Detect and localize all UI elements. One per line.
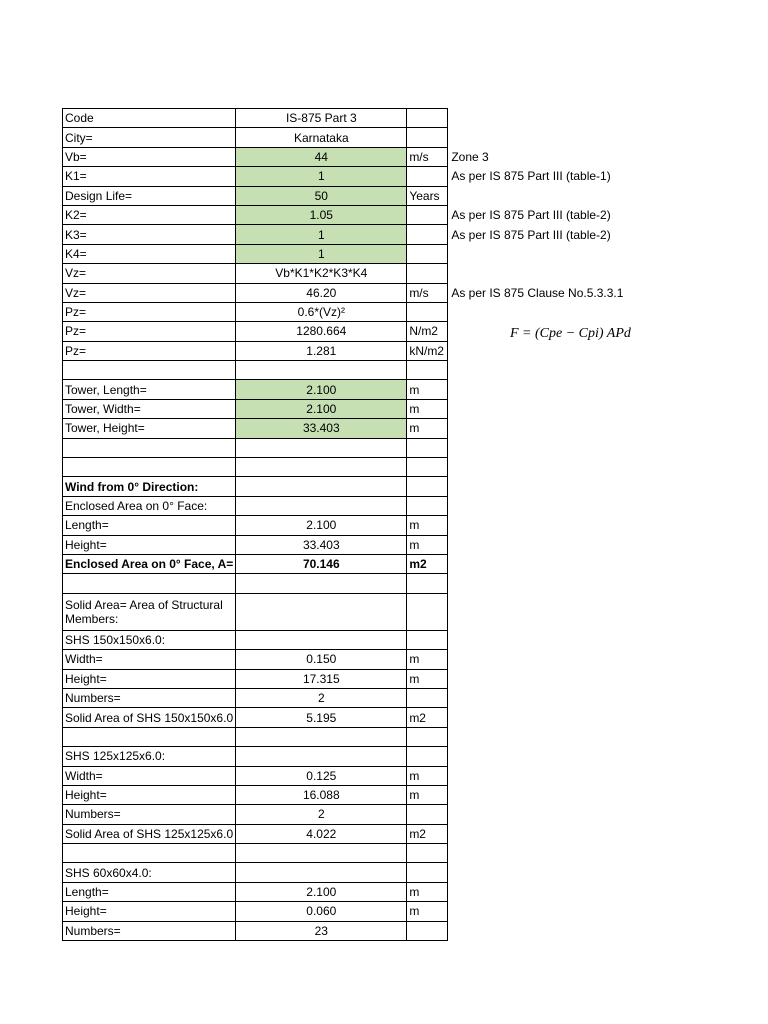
sheet-row — [63, 283, 694, 302]
row-label-cell[interactable] — [63, 438, 236, 457]
row-unit-cell[interactable]: m — [407, 399, 448, 418]
row-value-cell[interactable]: 0.125 — [236, 766, 407, 785]
sheet-row — [63, 902, 694, 921]
row-label-cell[interactable]: SHS 150x150x6.0: — [63, 630, 236, 649]
row-label-cell[interactable]: SHS 60x60x4.0: — [63, 863, 236, 882]
row-note-cell[interactable] — [448, 264, 694, 283]
row-value-cell[interactable]: 1280.664 — [236, 322, 407, 341]
row-label-cell[interactable] — [63, 844, 236, 863]
row-label-cell[interactable]: Tower, Width= — [63, 399, 236, 418]
row-note-cell[interactable] — [448, 882, 694, 901]
sheet-row — [63, 535, 694, 554]
row-unit-cell[interactable] — [407, 167, 448, 186]
sheet-row — [63, 574, 694, 593]
sheet-row — [63, 438, 694, 457]
row-unit-cell[interactable]: m2 — [407, 708, 448, 727]
row-note-cell[interactable] — [448, 380, 694, 399]
row-value-cell[interactable]: 33.403 — [236, 535, 407, 554]
sheet-row — [63, 477, 694, 496]
row-label-cell[interactable]: Pz= — [63, 322, 236, 341]
row-value-cell[interactable]: 5.195 — [236, 708, 407, 727]
row-note-cell[interactable] — [448, 399, 694, 418]
row-note-cell[interactable] — [448, 109, 694, 128]
row-note-cell[interactable] — [448, 708, 694, 727]
row-unit-cell[interactable] — [407, 264, 448, 283]
sheet-row — [63, 650, 694, 669]
row-label-cell[interactable]: Enclosed Area on 0° Face: — [63, 496, 236, 515]
row-unit-cell[interactable]: m — [407, 669, 448, 688]
row-value-cell[interactable]: 4.022 — [236, 824, 407, 843]
row-value-cell[interactable] — [236, 477, 407, 496]
row-label-cell[interactable]: Vz= — [63, 264, 236, 283]
row-value-cell[interactable] — [236, 747, 407, 766]
row-value-cell[interactable] — [236, 844, 407, 863]
row-unit-cell[interactable]: m — [407, 785, 448, 804]
row-unit-cell[interactable]: m — [407, 419, 448, 438]
row-value-cell[interactable] — [236, 593, 407, 630]
sheet-row — [63, 264, 694, 283]
row-label-cell[interactable]: Solid Area of SHS 150x150x6.0 — [63, 708, 236, 727]
row-unit-cell[interactable]: m — [407, 650, 448, 669]
row-value-cell[interactable] — [236, 496, 407, 515]
row-note-cell[interactable] — [448, 477, 694, 496]
row-label-cell[interactable]: K4= — [63, 244, 236, 263]
row-label-cell[interactable] — [63, 458, 236, 477]
row-unit-cell[interactable]: N/m2 — [407, 322, 448, 341]
row-label-cell[interactable]: Enclosed Area on 0° Face, A= — [63, 554, 236, 573]
row-note-cell[interactable] — [448, 863, 694, 882]
row-note-cell[interactable] — [448, 669, 694, 688]
row-value-cell[interactable] — [236, 574, 407, 593]
row-value-cell[interactable]: 1 — [236, 244, 407, 263]
row-note-cell[interactable] — [448, 824, 694, 843]
row-label-cell[interactable]: Length= — [63, 882, 236, 901]
row-value-cell[interactable]: 2.100 — [236, 516, 407, 535]
sheet-row — [63, 109, 694, 128]
row-value-cell[interactable]: IS-875 Part 3 — [236, 109, 407, 128]
row-note-cell[interactable] — [448, 747, 694, 766]
row-unit-cell[interactable] — [407, 361, 448, 380]
sheet-row — [63, 244, 694, 263]
row-value-cell[interactable]: 2 — [236, 805, 407, 824]
sheet-row — [63, 688, 694, 707]
row-note-cell[interactable] — [448, 630, 694, 649]
row-value-cell[interactable]: 46.20 — [236, 283, 407, 302]
row-label-cell[interactable]: Numbers= — [63, 688, 236, 707]
row-unit-cell[interactable]: Years — [407, 186, 448, 205]
row-label-cell[interactable]: Solid Area= Area of Structural Members: — [63, 593, 236, 630]
row-label-cell[interactable]: Vz= — [63, 283, 236, 302]
row-label-cell[interactable]: Pz= — [63, 302, 236, 321]
row-value-cell[interactable]: Karnataka — [236, 128, 407, 147]
row-note-cell[interactable] — [448, 727, 694, 746]
row-value-cell[interactable]: 1 — [236, 167, 407, 186]
row-note-cell[interactable] — [448, 341, 694, 360]
sheet-row — [63, 302, 694, 321]
sheet-body — [63, 109, 694, 941]
row-label-cell[interactable]: Height= — [63, 669, 236, 688]
row-unit-cell[interactable]: m/s — [407, 283, 448, 302]
row-unit-cell[interactable]: m — [407, 882, 448, 901]
sheet-row — [63, 205, 694, 224]
row-value-cell[interactable] — [236, 361, 407, 380]
row-unit-cell[interactable] — [407, 805, 448, 824]
row-value-cell[interactable]: Vb*K1*K2*K3*K4 — [236, 264, 407, 283]
row-unit-cell[interactable] — [407, 863, 448, 882]
row-label-cell[interactable] — [63, 361, 236, 380]
row-value-cell[interactable]: 70.146 — [236, 554, 407, 573]
sheet-row — [63, 921, 694, 940]
row-value-cell[interactable]: 17.315 — [236, 669, 407, 688]
sheet-row — [63, 399, 694, 418]
row-value-cell[interactable]: 16.088 — [236, 785, 407, 804]
row-unit-cell[interactable]: kN/m2 — [407, 341, 448, 360]
sheet-row — [63, 128, 694, 147]
row-note-cell[interactable] — [448, 574, 694, 593]
row-note-cell[interactable] — [448, 516, 694, 535]
row-note-cell[interactable]: As per IS 875 Clause No.5.3.3.1 — [451, 285, 624, 300]
row-value-cell[interactable]: 23 — [236, 921, 407, 940]
row-value-cell[interactable]: 50 — [236, 186, 407, 205]
row-value-cell[interactable] — [236, 863, 407, 882]
row-unit-cell[interactable]: m2 — [407, 824, 448, 843]
row-unit-cell[interactable] — [407, 225, 448, 244]
row-note-cell[interactable] — [448, 554, 694, 573]
row-value-cell[interactable]: 1.05 — [236, 205, 407, 224]
row-label-cell[interactable]: Length= — [63, 516, 236, 535]
row-label-cell[interactable]: K3= — [63, 225, 236, 244]
row-label-cell[interactable]: Wind from 0° Direction: — [63, 477, 236, 496]
sheet-row — [63, 593, 694, 630]
row-label-cell[interactable]: K2= — [63, 205, 236, 224]
row-note-cell[interactable]: As per IS 875 Part III (table-1) — [451, 169, 611, 184]
row-unit-cell[interactable] — [407, 630, 448, 649]
row-label-cell[interactable] — [63, 727, 236, 746]
row-unit-cell[interactable] — [407, 496, 448, 515]
row-note-cell[interactable] — [448, 921, 694, 940]
row-note-cell[interactable] — [448, 805, 694, 824]
row-unit-cell[interactable]: m — [407, 380, 448, 399]
sheet-row — [63, 863, 694, 882]
row-note-cell[interactable]: As per IS 875 Part III (table-2) — [451, 227, 611, 242]
row-note-cell[interactable]: Zone 3 — [451, 149, 489, 164]
row-label-cell[interactable]: Numbers= — [63, 921, 236, 940]
row-unit-cell[interactable]: m — [407, 766, 448, 785]
sheet-row — [63, 766, 694, 785]
sheet-row — [63, 516, 694, 535]
row-note-cell[interactable] — [448, 438, 694, 457]
row-label-cell[interactable]: Vb= — [63, 147, 236, 166]
row-value-cell[interactable]: 0.150 — [236, 650, 407, 669]
sheet-row — [63, 727, 694, 746]
row-value-cell[interactable]: 2.100 — [236, 882, 407, 901]
row-label-cell[interactable]: Height= — [63, 535, 236, 554]
calculation-sheet — [62, 108, 694, 941]
row-value-cell[interactable]: 2.100 — [236, 399, 407, 418]
row-unit-cell[interactable] — [407, 593, 448, 630]
row-value-cell[interactable] — [236, 727, 407, 746]
row-unit-cell[interactable] — [407, 574, 448, 593]
row-unit-cell[interactable] — [407, 205, 448, 224]
sheet-row — [63, 186, 694, 205]
row-unit-cell[interactable]: m — [407, 902, 448, 921]
row-unit-cell[interactable] — [407, 128, 448, 147]
row-note-cell[interactable] — [448, 650, 694, 669]
row-unit-cell[interactable] — [407, 302, 448, 321]
row-unit-cell[interactable] — [407, 438, 448, 457]
row-value-cell[interactable] — [236, 438, 407, 457]
sheet-row — [63, 669, 694, 688]
row-note-cell[interactable] — [448, 785, 694, 804]
row-label-cell[interactable]: Tower, Length= — [63, 380, 236, 399]
row-unit-cell[interactable] — [407, 844, 448, 863]
row-value-cell[interactable]: 1.281 — [236, 341, 407, 360]
sheet-row — [63, 225, 694, 244]
row-note-cell[interactable] — [448, 302, 694, 321]
row-label-cell[interactable]: Height= — [63, 785, 236, 804]
row-note-cell[interactable] — [448, 593, 694, 630]
row-unit-cell[interactable] — [407, 477, 448, 496]
row-note-cell[interactable] — [448, 844, 694, 863]
sheet-row — [63, 630, 694, 649]
row-label-cell[interactable]: Numbers= — [63, 805, 236, 824]
row-label-cell[interactable]: Pz= — [63, 341, 236, 360]
row-unit-cell[interactable] — [407, 244, 448, 263]
row-unit-cell[interactable]: m — [407, 516, 448, 535]
row-unit-cell[interactable] — [407, 688, 448, 707]
sheet-row — [63, 747, 694, 766]
row-label-cell[interactable]: K1= — [63, 167, 236, 186]
row-value-cell[interactable] — [236, 458, 407, 477]
sheet-row — [63, 496, 694, 515]
row-note-cell[interactable] — [448, 361, 694, 380]
row-value-cell[interactable]: 2 — [236, 688, 407, 707]
row-note-cell[interactable] — [448, 244, 694, 263]
row-unit-cell[interactable] — [407, 747, 448, 766]
row-unit-cell[interactable] — [407, 109, 448, 128]
row-unit-cell[interactable]: m — [407, 535, 448, 554]
row-note-cell[interactable] — [448, 766, 694, 785]
sheet-row — [63, 419, 694, 438]
sheet-row — [63, 147, 694, 166]
row-value-cell[interactable]: 2.100 — [236, 380, 407, 399]
row-label-cell[interactable]: Width= — [63, 650, 236, 669]
sheet-row — [63, 554, 694, 573]
sheet-row — [63, 882, 694, 901]
row-label-cell[interactable]: Height= — [63, 902, 236, 921]
row-value-cell[interactable]: 0.060 — [236, 902, 407, 921]
row-label-cell[interactable]: SHS 125x125x6.0: — [63, 747, 236, 766]
sheet-row — [63, 844, 694, 863]
row-note-cell[interactable] — [448, 458, 694, 477]
row-value-cell[interactable]: 33.403 — [236, 419, 407, 438]
row-label-cell[interactable]: City= — [63, 128, 236, 147]
row-unit-cell[interactable]: m/s — [407, 147, 448, 166]
row-value-cell[interactable]: 1 — [236, 225, 407, 244]
row-label-cell[interactable]: Code — [63, 109, 236, 128]
sheet-row — [63, 380, 694, 399]
sheet-row — [63, 785, 694, 804]
row-unit-cell[interactable] — [407, 921, 448, 940]
row-note-cell[interactable] — [448, 688, 694, 707]
sheet-row — [63, 805, 694, 824]
sheet-row — [63, 458, 694, 477]
row-note-cell[interactable] — [448, 128, 694, 147]
row-label-cell[interactable] — [63, 574, 236, 593]
sheet-row — [63, 361, 694, 380]
row-value-cell[interactable]: 44 — [236, 147, 407, 166]
sheet-row — [63, 824, 694, 843]
row-unit-cell[interactable] — [407, 727, 448, 746]
row-label-cell[interactable]: Tower, Height= — [63, 419, 236, 438]
row-label-cell[interactable]: Width= — [63, 766, 236, 785]
row-note-cell[interactable]: As per IS 875 Part III (table-2) — [451, 208, 611, 223]
wind-force-formula: F = (Cpe − Cpi) APd — [510, 326, 631, 341]
sheet-row — [63, 167, 694, 186]
row-unit-cell[interactable]: m2 — [407, 554, 448, 573]
row-note-cell[interactable] — [448, 902, 694, 921]
sheet-row — [63, 341, 694, 360]
row-value-cell[interactable] — [236, 630, 407, 649]
row-note-cell[interactable] — [448, 496, 694, 515]
row-unit-cell[interactable] — [407, 458, 448, 477]
sheet-row — [63, 708, 694, 727]
row-label-cell[interactable]: Design Life= — [63, 186, 236, 205]
row-note-cell[interactable] — [448, 419, 694, 438]
row-note-cell[interactable] — [448, 186, 694, 205]
row-note-cell[interactable] — [448, 535, 694, 554]
row-label-cell[interactable]: Solid Area of SHS 125x125x6.0 — [63, 824, 236, 843]
row-value-cell[interactable]: 0.6*(Vz)² — [236, 302, 407, 321]
